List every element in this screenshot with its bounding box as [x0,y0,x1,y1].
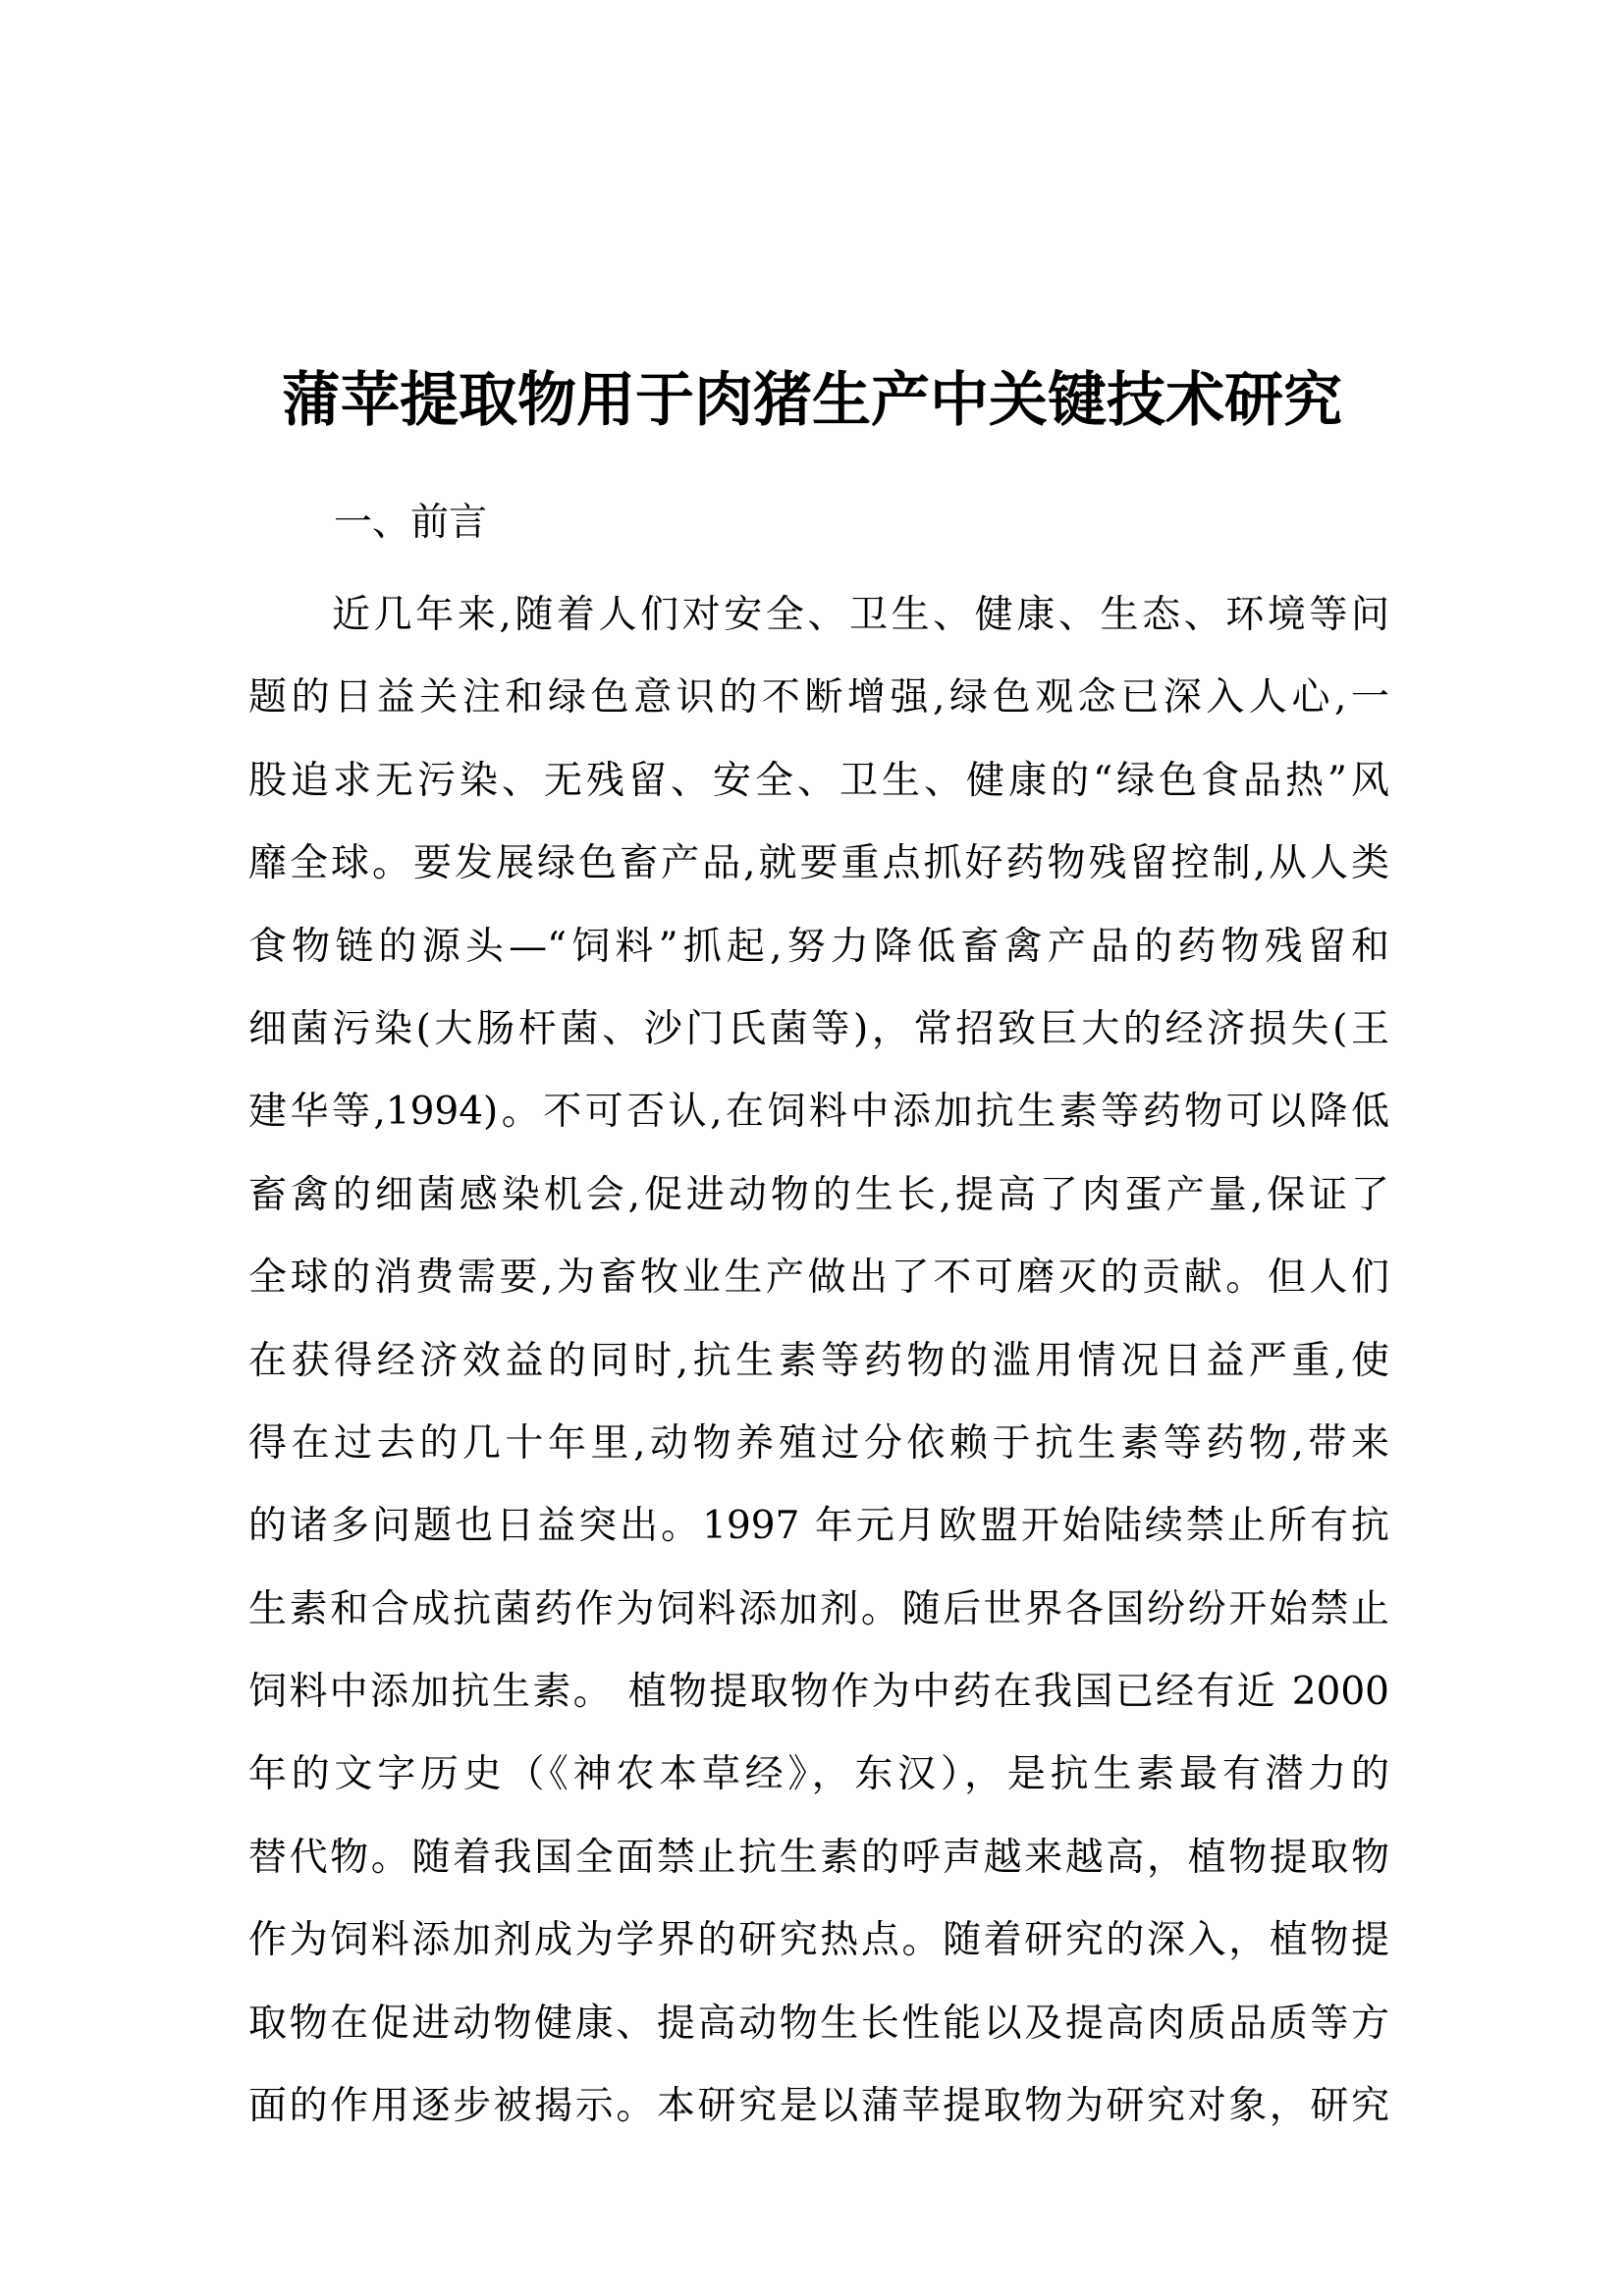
paragraph-line: 近几年来,随着人们对安全、卫生、健康、生态、环境等问 [332,593,1389,637]
paragraph-line: 靡全球。要发展绿色畜产品,就要重点抓好药物残留控制,从人类 [248,841,1389,886]
paragraph-line: 畜禽的细菌感染机会,促进动物的生长,提高了肉蛋产量,保证了 [248,1172,1389,1217]
paragraph-line: 在获得经济效益的同时,抗生素等药物的滥用情况日益严重,使 [248,1338,1389,1383]
paragraph-line: 面的作用逐步被揭示。本研究是以蒲苹提取物为研究对象，研究 [248,2084,1389,2129]
paragraph-line: 替代物。随着我国全面禁止抗生素的呼声越来越高，植物提取物 [248,1835,1389,1880]
paragraph-line: 得在过去的几十年里,动物养殖过分依赖于抗生素等药物,带来 [248,1420,1389,1466]
paragraph-line: 取物在促进动物健康、提高动物生长性能以及提高肉质品质等方 [248,2001,1389,2046]
paragraph-line: 食物链的源头—“饲料”抓起,努力降低畜禽产品的药物残留和 [248,924,1389,969]
paragraph-line: 股追求无污染、无残留、安全、卫生、健康的“绿色食品热”风 [248,758,1389,803]
paragraph-line: 建华等,1994)。不可否认,在饲料中添加抗生素等药物可以降低 [248,1090,1389,1135]
paragraph-line: 年的文字历史（《神农本草经》，东汉），是抗生素最有潜力的 [248,1752,1389,1797]
section-heading: 一、前言 [334,501,488,545]
paragraph-line: 题的日益关注和绿色意识的不断增强,绿色观念已深入人心,一 [248,675,1389,721]
paragraph-line: 生素和合成抗菌药作为饲料添加剂。随后世界各国纷纷开始禁止 [248,1586,1389,1631]
paragraph-line: 全球的消费需要,为畜牧业生产做出了不可磨灭的贡献。但人们 [248,1255,1389,1301]
paragraph-line: 细菌污染(大肠杆菌、沙门氏菌等)，常招致巨大的经济损失(王 [248,1006,1389,1051]
paragraph-line: 饲料中添加抗生素。 植物提取物作为中药在我国已经有近 2000 [248,1670,1389,1715]
body-paragraph [248,574,1389,2148]
document-title: 蒲苹提取物用于肉猪生产中关键技术研究 [282,366,1342,435]
paragraph-line: 的诸多问题也日益突出。1997 年元月欧盟开始陆续禁止所有抗 [248,1504,1389,1549]
paragraph-line: 作为饲料添加剂成为学界的研究热点。随着研究的深入，植物提 [248,1918,1389,1963]
